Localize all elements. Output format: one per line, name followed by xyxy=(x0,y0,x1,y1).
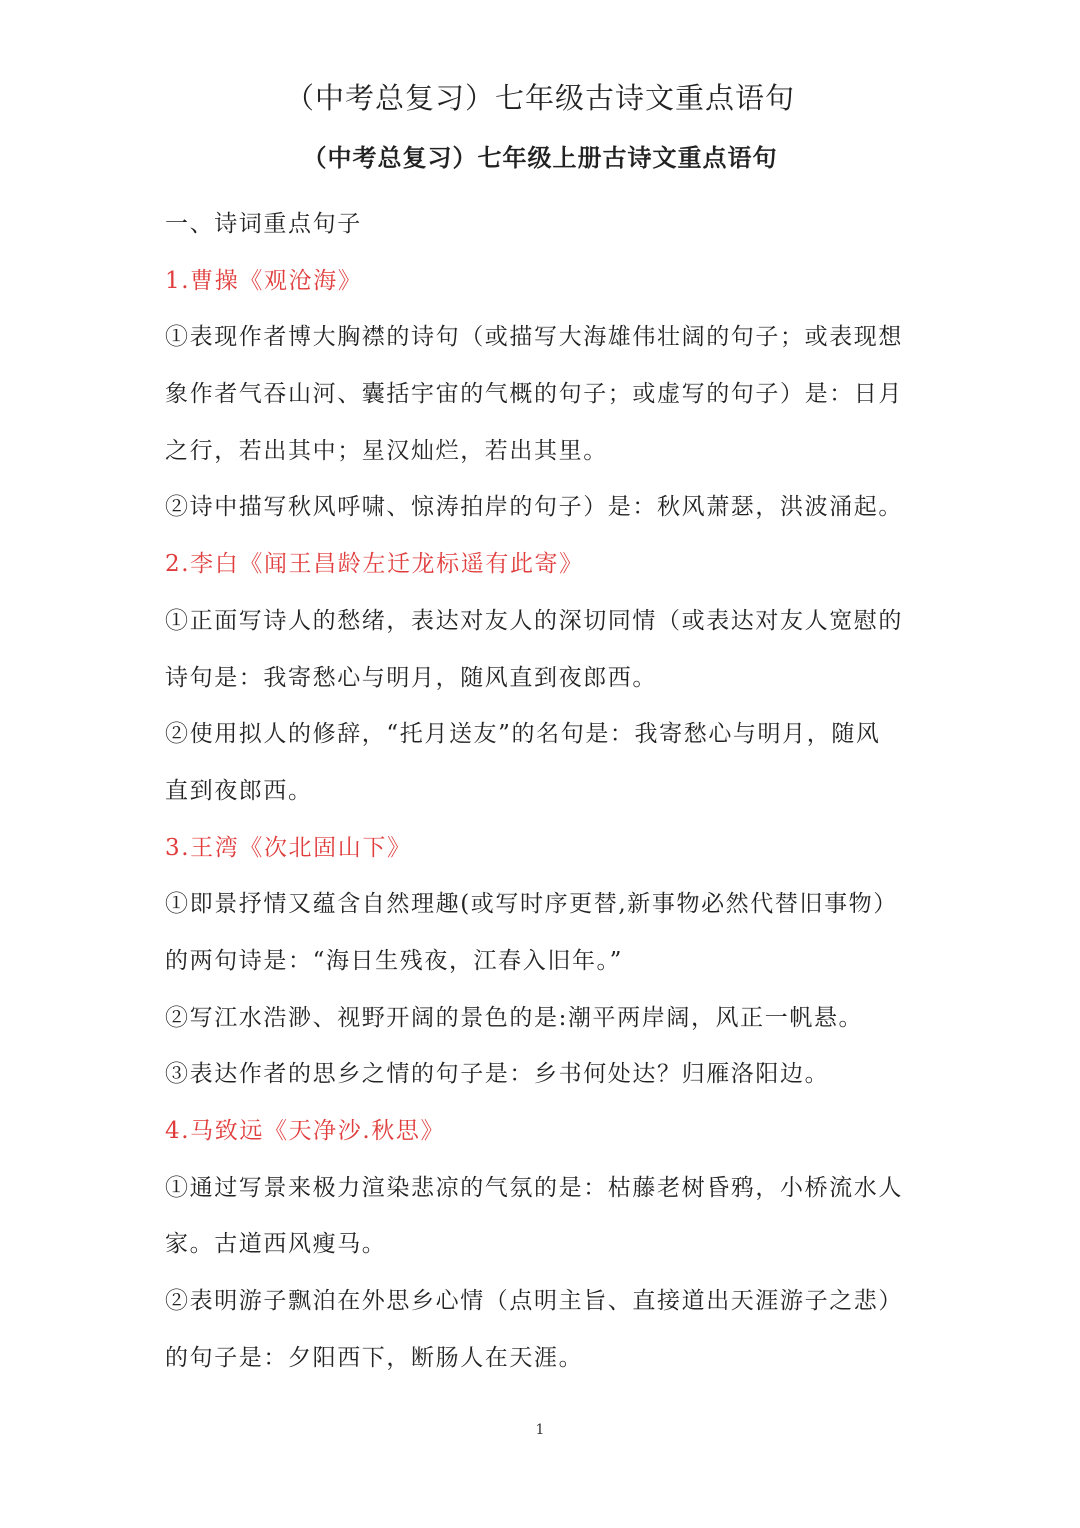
text-line: ①表现作者博大胸襟的诗句（或描写大海雄伟壮阔的句子；或表现想 xyxy=(165,324,903,351)
text-line: ②诗中描写秋风呼啸、惊涛拍岸的句子）是：秋风萧瑟，洪波涌起。 xyxy=(165,494,903,521)
text-line: 之行，若出其中；星汉灿烂，若出其里。 xyxy=(165,437,608,464)
document-body xyxy=(165,196,925,1386)
poem-heading: 2.李白《闻王昌龄左迁龙标遥有此寄》 xyxy=(165,551,584,578)
page-number: 1 xyxy=(535,1422,545,1438)
text-line: 的句子是：夕阳西下，断肠人在天涯。 xyxy=(165,1344,584,1371)
text-line: 的两句诗是：“海日生残夜，江春入旧年。” xyxy=(165,947,624,974)
text-line: ②使用拟人的修辞，“托月送友”的名句是：我寄愁心与明月，随风 xyxy=(165,721,881,748)
text-line: ③表达作者的思乡之情的句子是：乡书何处达？归雁洛阳边。 xyxy=(165,1061,830,1088)
document-title: （中考总复习）七年级古诗文重点语句 xyxy=(284,81,795,115)
poem-heading: 1.曹操《观沧海》 xyxy=(165,267,363,294)
text-line: ①即景抒情又蕴含自然理趣(或写时序更替,新事物必然代替旧事物） xyxy=(165,891,898,918)
text-line: ②表明游子飘泊在外思乡心情（点明主旨、直接道出天涯游子之悲） xyxy=(165,1288,903,1315)
text-line: 直到夜郎西。 xyxy=(165,777,313,804)
text-line: ①正面写诗人的愁绪，表达对友人的深切同情（或表达对友人宽慰的 xyxy=(165,607,903,634)
poem-heading: 3.王湾《次北固山下》 xyxy=(165,834,412,861)
section-heading: 一、诗词重点句子 xyxy=(165,211,362,237)
text-line: 象作者气吞山河、囊括宇宙的气概的句子；或虚写的句子）是：日月 xyxy=(165,381,903,408)
document-subtitle: （中考总复习）七年级上册古诗文重点语句 xyxy=(302,143,778,172)
text-line: ②写江水浩渺、视野开阔的景色的是:潮平两岸阔，风正一帆悬。 xyxy=(165,1004,864,1031)
text-line: 家。古道西风瘦马。 xyxy=(165,1231,387,1258)
poem-heading: 4.马致远《天净沙.秋思》 xyxy=(165,1118,446,1144)
text-line: 诗句是：我寄愁心与明月，随风直到夜郎西。 xyxy=(165,664,657,691)
text-line: ①通过写景来极力渲染悲凉的气氛的是：枯藤老树昏鸦，小桥流水人 xyxy=(165,1174,903,1201)
